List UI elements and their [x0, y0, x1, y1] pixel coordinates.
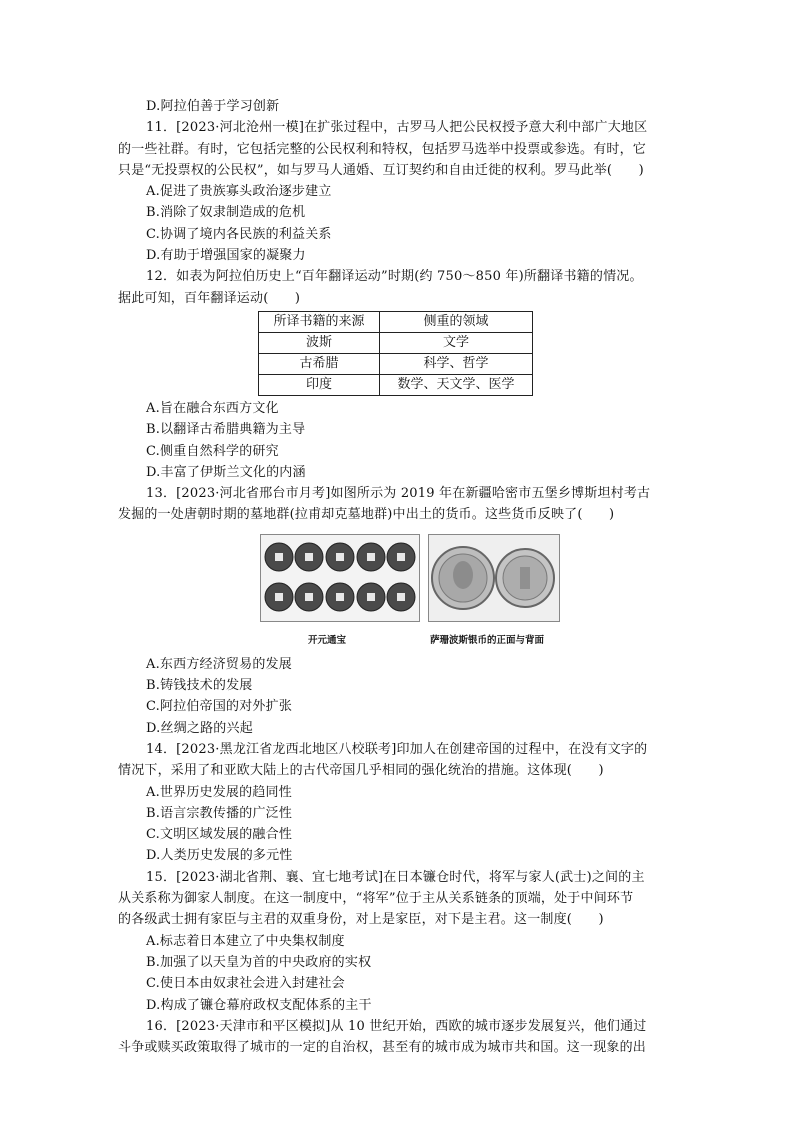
table-row [259, 374, 533, 395]
question-16 [118, 1016, 678, 1059]
question-14 [118, 739, 678, 867]
table-header-cell: 侧重的领域 [380, 311, 533, 332]
q12-option-d: D.丰富了伊斯兰文化的内涵 [146, 464, 306, 480]
q15-option-a: A.标志着日本建立了中央集权制度 [146, 933, 345, 949]
q12-option-a: A.旨在融合东西方文化 [146, 400, 279, 416]
q12-option-b: B.以翻译古希腊典籍为主导 [146, 422, 306, 438]
kaiyuan-caption: 开元通宝 [308, 634, 347, 646]
q15-option-d: D.构成了镰仓幕府政权支配体系的主干 [146, 997, 372, 1013]
q15-option-c: C.使日本由奴隶社会进入封建社会 [146, 976, 345, 992]
q15-stem-line: 15．[2023·湖北省荆、襄、宜七地考试]在日本镰仓时代，将军与家人(武士)之间的主 [146, 869, 645, 885]
q14-option-c: C.文明区域发展的融合性 [146, 827, 293, 843]
q13-option-b: B.铸钱技术的发展 [146, 678, 253, 694]
q15-option-b: B.加强了以天皇为首的中央政府的实权 [146, 954, 372, 970]
q14-option-a: A.世界历史发展的趋同性 [146, 784, 292, 800]
question-12 [118, 266, 678, 483]
table-header-cell: 所译书籍的来源 [259, 311, 380, 332]
q13-option-c: C.阿拉伯帝国的对外扩张 [146, 699, 293, 715]
q10-option-d: D.阿拉伯善于学习创新 [146, 99, 280, 114]
question-13 [118, 483, 678, 739]
table-cell: 文学 [380, 332, 533, 353]
translation-table [258, 311, 533, 396]
q11-stem-line: 11．[2023·河北沧州一模]在扩张过程中，古罗马人把公民权授予意大利中部广大地区 [146, 120, 648, 136]
question-15 [118, 867, 678, 1016]
q12-option-c: C.侧重自然科学的研究 [146, 443, 279, 459]
q11-stem-line: 只是“无投票权的公民权”，如与罗马人通婚、互订契约和自由迁徙的权利。罗马此举( ) [118, 162, 644, 178]
q11-stem-line: 的一些社群。有时，它包括完整的公民权利和特权，包括罗马选举中投票或参选。有时，它 [118, 141, 647, 157]
coins-figure [118, 532, 678, 650]
q12-stem-line: 据此可知，百年翻译运动( ) [118, 290, 301, 306]
q14-option-b: B.语言宗教传播的广泛性 [146, 805, 293, 821]
q13-option-d: D.丝绸之路的兴起 [146, 720, 253, 736]
table-cell: 数学、天文学、医学 [380, 374, 533, 395]
document-page [118, 96, 678, 1058]
table-cell: 印度 [259, 374, 380, 395]
table-row [259, 332, 533, 353]
q16-stem-line: 斗争或赎买政策取得了城市的一定的自治权，甚至有的城市成为城市共和国。这一现象的出 [118, 1040, 647, 1056]
q14-option-d: D.人类历史发展的多元性 [146, 848, 293, 864]
q13-option-a: A.东西方经济贸易的发展 [146, 656, 292, 672]
q12-stem-line: 12．如表为阿拉伯历史上“百年翻译运动”时期(约 750～850 年)所翻译书籍的情况。 [146, 269, 643, 285]
q15-stem-line: 从关系称为御家人制度。在这一制度中，“将军”位于主从关系链条的顶端，处于中间环节 [118, 891, 634, 907]
kaiyuan-coins-image [260, 534, 420, 622]
sasanian-coins-image [428, 534, 560, 622]
table-cell: 科学、哲学 [380, 353, 533, 374]
q14-stem-line: 情况下，采用了和亚欧大陆上的古代帝国几乎相同的强化统治的措施。这体现( ) [118, 763, 604, 779]
q11-option-a: A.促进了贵族寡头政治逐步建立 [146, 184, 332, 200]
q11-option-c: C.协调了境内各民族的利益关系 [146, 226, 332, 242]
q11-option-b: B.消除了奴隶制造成的危机 [146, 205, 306, 221]
q13-stem-line: 发掘的一处唐朝时期的墓地群(拉甫却克墓地群)中出土的货币。这些货币反映了( ) [118, 507, 615, 523]
q16-stem-line: 16．[2023·天津市和平区模拟]从 10 世纪开始，西欧的城市逐步发展复兴，他们通过 [146, 1018, 647, 1034]
q11-option-d: D.有助于增强国家的凝聚力 [146, 248, 306, 264]
table-cell: 古希腊 [259, 353, 380, 374]
q13-stem-line: 13．[2023·河北省邢台市月考]如图所示为 2019 年在新疆哈密市五堡乡博斯坦村考古 [146, 486, 651, 502]
question-11 [118, 117, 678, 266]
table-cell: 波斯 [259, 332, 380, 353]
table-row [259, 353, 533, 374]
q14-stem-line: 14．[2023·黑龙江省龙西北地区八校联考]印加人在创建帝国的过程中，在没有文字的 [146, 741, 648, 757]
table-header-row [259, 311, 533, 332]
q15-stem-line: 的各级武士拥有家臣与主君的双重身份，对上是家臣，对下是主君。这一制度( ) [118, 912, 604, 928]
sasanian-caption: 萨珊波斯银币的正面与背面 [430, 634, 545, 646]
